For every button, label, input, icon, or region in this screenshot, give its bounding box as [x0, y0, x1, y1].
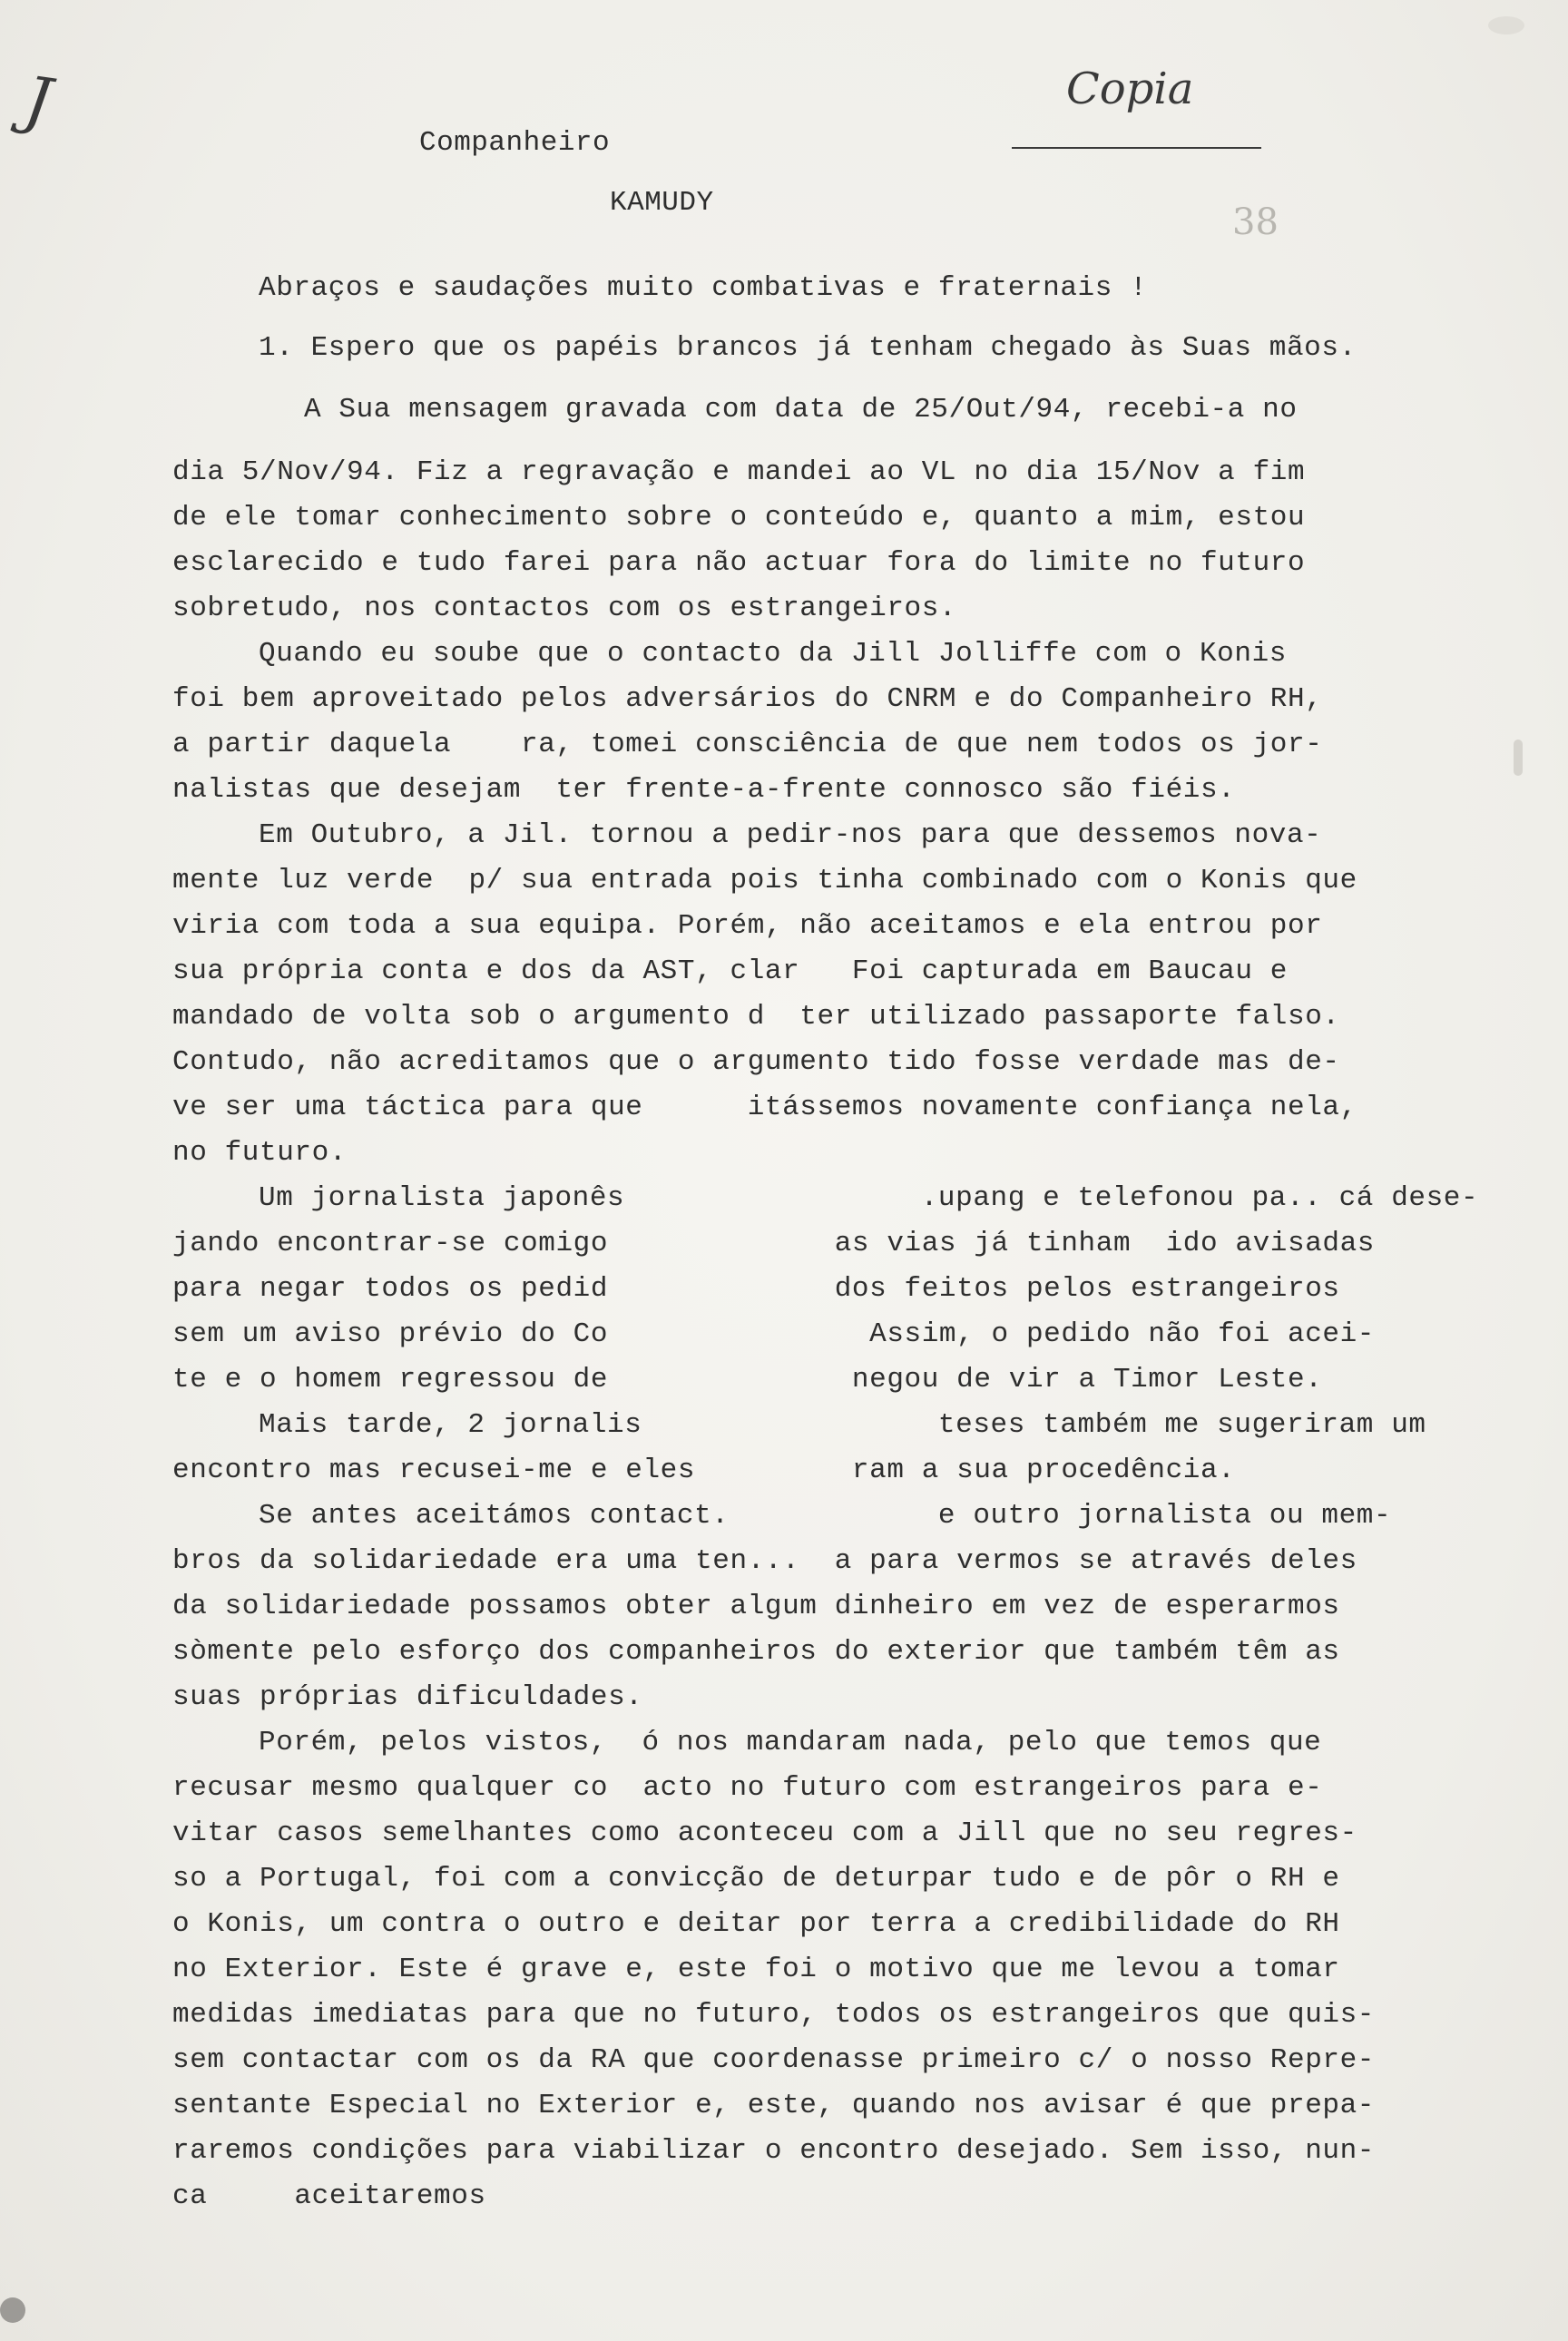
body-line: Se antes aceitámos contact. e outro jornalista ou mem-: [259, 1500, 1392, 1532]
body-line: ve ser uma táctica para que itássemos novamente confiança nela,: [172, 1092, 1357, 1123]
body-line: encontro mas recusei-me e eles ram a sua procedência.: [172, 1455, 1236, 1486]
signature-line: [1012, 147, 1261, 149]
body-line: Quando eu soube que o contacto da Jill Jolliffe com o Konis: [259, 638, 1287, 670]
edge-stain: [0, 2297, 25, 2323]
body-line: suas próprias dificuldades.: [172, 1681, 643, 1713]
body-line: te e o homem regressou de negou de vir a Timor Leste.: [172, 1364, 1323, 1396]
body-line: raremos condições para viabilizar o encontro desejado. Sem isso, nun-: [172, 2135, 1376, 2167]
body-line: ca aceitaremos: [172, 2180, 486, 2212]
body-line: nalistas que desejam ter frente-a-frente connosco são fiéis.: [172, 774, 1236, 806]
body-line: jando encontrar-se comigo as vias já tinham ido avisadas: [172, 1228, 1376, 1259]
body-line: dia 5/Nov/94. Fiz a regravação e mandei ao VL no dia 15/Nov a fim: [172, 456, 1306, 488]
body-line: mente luz verde p/ sua entrada pois tinha combinado com o Konis que: [172, 865, 1357, 896]
body-line: sentante Especial no Exterior e, este, quando nos avisar é que prepa-: [172, 2090, 1376, 2121]
body-line: Em Outubro, a Jil. tornou a pedir-nos para que dessemos nova-: [259, 819, 1322, 851]
body-line: so a Portugal, foi com a convicção de deturpar tudo e de pôr o RH e: [172, 1863, 1340, 1895]
page-number: 38: [1232, 201, 1279, 243]
body-line: foi bem aproveitado pelos adversários do CNRM e do Companheiro RH,: [172, 683, 1323, 715]
body-line: no futuro.: [172, 1137, 348, 1169]
corner-mark: J: [20, 62, 56, 140]
body-line: Um jornalista japonês .upang e telefonou pa.. cá dese-: [259, 1182, 1479, 1214]
body-line: recusar mesmo qualquer co acto no futuro com estrangeiros para e-: [172, 1772, 1323, 1804]
body-line: 1. Espero que os papéis brancos já tenham chegado às Suas mãos.: [259, 332, 1357, 364]
copia-annotation: Copia: [1066, 64, 1194, 114]
body-line: esclarecido e tudo farei para não actuar fora do limite no futuro: [172, 547, 1306, 579]
body-line: bros da solidariedade era uma ten... a para vermos se através deles: [172, 1545, 1357, 1577]
body-line: A Sua mensagem gravada com data de 25/Out/94, recebi-a no: [304, 394, 1298, 426]
body-line: no Exterior. Este é grave e, este foi o motivo que me levou a tomar: [172, 1954, 1340, 1985]
body-line: viria com toda a sua equipa. Porém, não aceitamos e ela entrou por: [172, 910, 1323, 942]
body-line: de ele tomar conhecimento sobre o conteúdo e, quanto a mim, estou: [172, 502, 1306, 534]
body-line: sem contactar com os da RA que coordenasse primeiro c/ o nosso Repre-: [172, 2044, 1376, 2076]
body-line: Mais tarde, 2 jornalis teses também me sugeriram um: [259, 1409, 1426, 1441]
body-line: vitar casos semelhantes como aconteceu com a Jill que no seu regres-: [172, 1817, 1357, 1849]
body-line: Contudo, não acreditamos que o argumento tido fosse verdade mas de-: [172, 1046, 1340, 1078]
edge-stain: [1488, 16, 1524, 34]
body-line: da solidariedade possamos obter algum dinheiro em vez de esperarmos: [172, 1591, 1340, 1622]
body-line: a partir daquela ra, tomei consciência de que nem todos os jor-: [172, 729, 1323, 760]
body-line: medidas imediatas para que no futuro, todos os estrangeiros que quis-: [172, 1999, 1376, 2031]
recipient-name: KAMUDY: [610, 187, 714, 219]
edge-stain: [1514, 740, 1523, 776]
salutation: Companheiro: [419, 127, 611, 159]
body-line: sobretudo, nos contactos com os estrangeiros.: [172, 593, 957, 624]
body-line: o Konis, um contra o outro e deitar por terra a credibilidade do RH: [172, 1908, 1340, 1940]
body-line: para negar todos os pedid dos feitos pelos estrangeiros: [172, 1273, 1340, 1305]
body-line: sòmente pelo esforço dos companheiros do exterior que também têm as: [172, 1636, 1340, 1668]
body-line: Porém, pelos vistos, ó nos mandaram nada, pelo que temos que: [259, 1727, 1322, 1758]
body-line: sua própria conta e dos da AST, clar Foi capturada em Baucau e: [172, 955, 1288, 987]
body-line: Abraços e saudações muito combativas e fraternais !: [259, 272, 1148, 304]
body-line: sem um aviso prévio do Co Assim, o pedido não foi acei-: [172, 1318, 1376, 1350]
body-line: mandado de volta sob o argumento d ter utilizado passaporte falso.: [172, 1001, 1340, 1033]
